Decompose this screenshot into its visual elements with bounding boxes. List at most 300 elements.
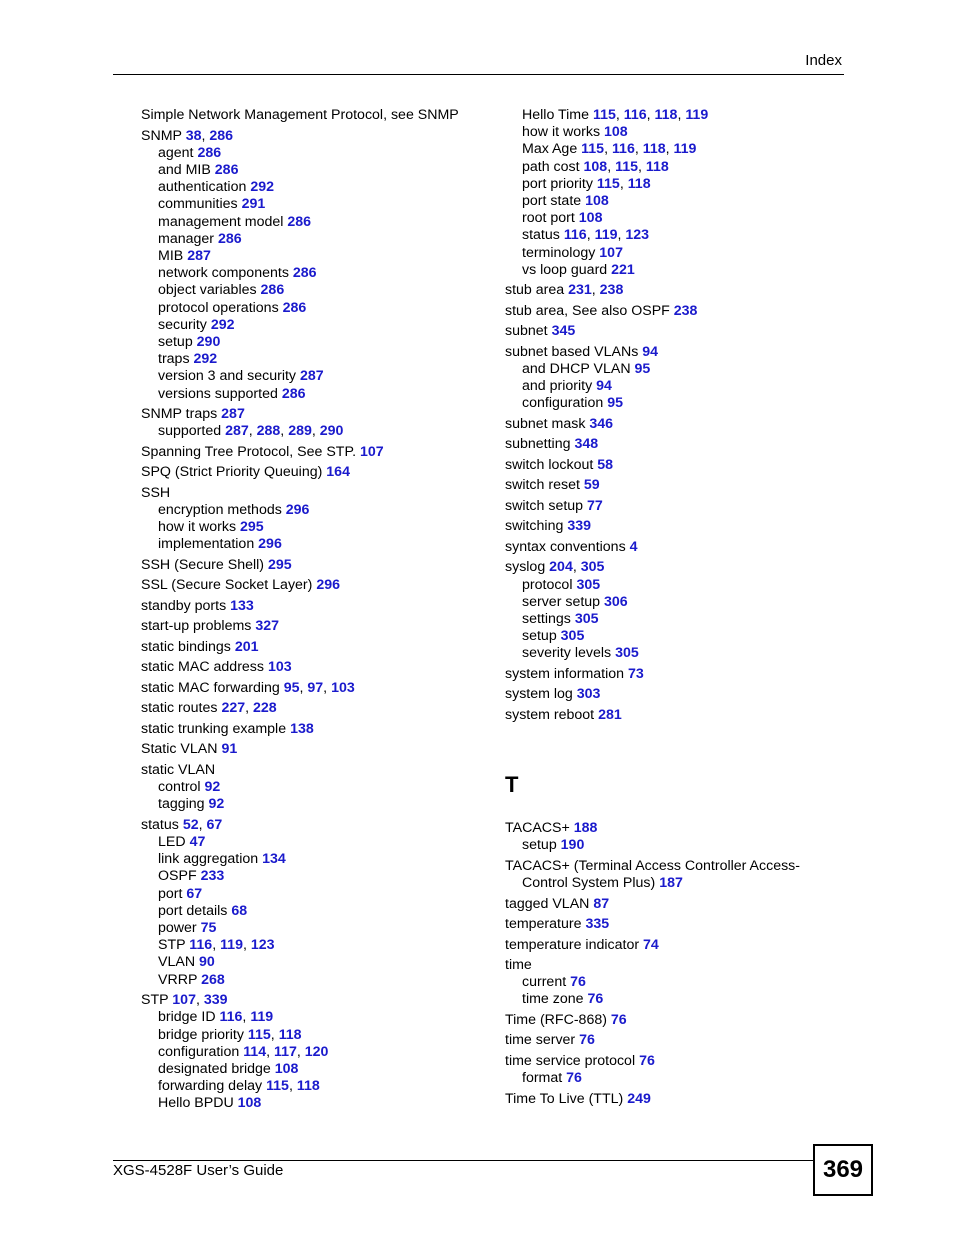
index-term: vs loop guard (522, 261, 608, 278)
index-term: port details (158, 902, 228, 919)
page-link[interactable]: 94 (642, 343, 659, 360)
index-term: Static VLAN (141, 741, 218, 758)
page-link[interactable]: 228 (253, 700, 277, 717)
page-link[interactable]: 108 (578, 210, 603, 227)
page-link[interactable]: 58 (597, 456, 614, 473)
index-subentry (141, 282, 491, 299)
index-term: static trunking example (141, 720, 287, 737)
index-term: terminology (522, 244, 596, 261)
index-entry-line (141, 762, 491, 779)
index-term: port (158, 885, 183, 902)
index-entry-line (505, 1053, 825, 1070)
page-link[interactable]: 73 (628, 665, 644, 682)
page-link[interactable]: 119 (220, 937, 243, 954)
index-term: setup (522, 837, 557, 854)
page-link[interactable]: 119 (673, 141, 697, 158)
index-subentry (141, 162, 491, 179)
index-entry (505, 858, 825, 892)
page-link[interactable]: 290 (319, 423, 344, 440)
index-entry-line: static routes 227, 228 (141, 700, 277, 717)
page-link[interactable]: 227 (221, 700, 246, 717)
index-term: switching (505, 518, 564, 535)
page-link[interactable]: 68 (231, 902, 248, 919)
page-link[interactable]: 118 (654, 107, 678, 123)
index-subentry (141, 214, 491, 231)
page-link[interactable]: 138 (290, 720, 314, 737)
index-subentry (505, 577, 825, 594)
page-link[interactable]: 291 (241, 196, 266, 213)
index-term: time (505, 957, 532, 974)
page-link[interactable]: 295 (240, 519, 264, 536)
index-entry-line (141, 639, 491, 656)
index-entry (505, 457, 825, 474)
index-term: Max Age (522, 141, 578, 158)
page-link[interactable]: 290 (196, 333, 221, 350)
index-entry-line: status 52, 67 (141, 816, 223, 833)
index-subentry: configuration 114, 117, 120 (158, 1043, 329, 1060)
page-link[interactable]: 108 (583, 158, 608, 175)
index-entry (141, 557, 491, 574)
page-link[interactable]: 292 (193, 351, 218, 368)
index-subentry (505, 245, 825, 262)
index-subentry (141, 519, 491, 536)
page-link[interactable]: 305 (576, 576, 601, 593)
index-subentry (141, 145, 491, 162)
page-link[interactable]: 90 (199, 954, 215, 971)
index-term: server setup (522, 593, 601, 610)
page-link[interactable]: 116 (611, 141, 635, 158)
index-term: time server (505, 1032, 576, 1049)
index-term: MIB (158, 247, 184, 264)
index-entry-line (141, 107, 491, 124)
page-link[interactable]: 287 (221, 406, 245, 423)
index-term: temperature indicator (505, 936, 640, 953)
index-subentry (505, 1070, 825, 1087)
page-link[interactable]: 97 (307, 679, 324, 696)
index-term: standby ports (141, 597, 227, 614)
page-link[interactable]: 108 (585, 193, 609, 210)
page-link[interactable]: 134 (262, 851, 286, 868)
index-subentry (141, 502, 491, 519)
index-term: implementation (158, 536, 255, 553)
page-link[interactable]: 190 (560, 837, 585, 854)
page-number-box (813, 1144, 873, 1196)
index-term: how it works (158, 519, 237, 536)
index-term: bridge ID (158, 1009, 216, 1026)
page-link[interactable]: 292 (210, 316, 235, 333)
index-entry-line (505, 937, 825, 954)
index-entry-line (505, 686, 825, 703)
index-subentry (141, 317, 491, 334)
page-link[interactable]: 335 (585, 916, 610, 933)
page-link[interactable]: 306 (604, 593, 628, 610)
index-entry-line (505, 344, 825, 361)
footer-rule (113, 1160, 815, 1161)
page-link[interactable]: 94 (596, 378, 612, 395)
page-link[interactable]: 133 (230, 597, 254, 614)
page-link[interactable]: 114 (243, 1043, 267, 1060)
page-link[interactable]: 76 (579, 1032, 595, 1049)
index-term: time service protocol (505, 1052, 636, 1069)
index-subentry (141, 248, 491, 265)
index-column-left (141, 107, 491, 1113)
page-link[interactable]: 87 (593, 895, 610, 912)
index-entry (141, 406, 491, 440)
page-link[interactable]: 115 (615, 158, 638, 175)
index-term: protocol (522, 576, 573, 593)
index-term: VLAN (158, 954, 196, 971)
index-term: LED (158, 833, 186, 850)
index-term: network components (158, 265, 289, 282)
index-entry-line (505, 957, 825, 974)
page-link[interactable]: 59 (583, 477, 600, 494)
index-term: static MAC address (141, 659, 264, 676)
page-link[interactable]: 286 (197, 144, 222, 161)
page-link[interactable]: 38 (185, 127, 202, 144)
page-link[interactable]: 295 (267, 556, 292, 573)
index-subentry: bridge priority 115, 118 (158, 1026, 302, 1043)
page-link[interactable]: 164 (326, 464, 350, 481)
page-link[interactable]: 107 (172, 992, 196, 1009)
page-link[interactable]: 346 (589, 415, 614, 432)
index-entry (505, 937, 825, 954)
index-term: subnet based VLANs (505, 343, 639, 360)
page-link[interactable]: 4 (629, 538, 638, 555)
index-term: system reboot (505, 706, 595, 723)
index-entry-line (141, 557, 491, 574)
index-entry-line (505, 896, 825, 913)
index-subentry (505, 193, 825, 210)
header-rule (113, 74, 844, 75)
index-subentry: Max Age 115, 116, 118, 119 (522, 141, 697, 158)
index-entry-line (505, 477, 825, 494)
index-entry (505, 1012, 825, 1029)
page-link[interactable]: 286 (292, 265, 317, 282)
index-entry (141, 639, 491, 656)
page-link[interactable]: 286 (282, 299, 307, 316)
page-link[interactable]: 67 (186, 885, 203, 902)
index-entry-line (141, 464, 491, 481)
index-entry (141, 762, 491, 814)
index-subentry (141, 334, 491, 351)
page-link[interactable]: 103 (331, 679, 355, 696)
page-link[interactable]: 76 (566, 1070, 582, 1087)
page-link[interactable]: 348 (574, 436, 599, 453)
page-link[interactable]: 119 (594, 227, 618, 244)
page-link[interactable]: 108 (604, 124, 628, 141)
page-link[interactable]: 91 (221, 741, 238, 758)
index-term: Hello Time (522, 107, 590, 123)
index-term: subnet mask (505, 415, 586, 432)
page-link[interactable]: 327 (255, 618, 280, 635)
index-subentry: bridge ID 116, 119 (158, 1009, 274, 1026)
index-entry-line (141, 721, 491, 738)
index-section (505, 774, 825, 796)
index-term: switch setup (505, 497, 584, 514)
page-link[interactable]: 305 (580, 559, 605, 576)
page-link[interactable]: 116 (563, 227, 587, 244)
section-letter: T (505, 772, 519, 798)
page-link[interactable]: 303 (576, 686, 601, 703)
page-link[interactable]: 204 (549, 559, 573, 576)
index-entry (505, 1091, 825, 1108)
index-term: status (522, 227, 560, 244)
index-subentry (141, 972, 491, 989)
index-term: current (522, 974, 567, 991)
index-term: SSH (Secure Shell) (141, 556, 265, 573)
index-entry-line (505, 820, 825, 837)
page-link[interactable]: 305 (615, 645, 639, 662)
index-subentry (141, 265, 491, 282)
index-term: bridge priority (158, 1026, 244, 1043)
index-entry-line (505, 1091, 825, 1108)
index-subentry (141, 196, 491, 213)
page-link[interactable]: 287 (187, 247, 211, 264)
index-term: Time (RFC-868) (505, 1011, 607, 1028)
index-entry-line: SNMP 38, 286 (141, 127, 234, 144)
index-entry-line (141, 618, 491, 635)
index-subentry (141, 920, 491, 937)
index-entry (141, 680, 491, 697)
index-entry-line (505, 666, 825, 683)
page-link[interactable]: 52 (182, 816, 199, 833)
index-term: static MAC forwarding (141, 679, 280, 696)
page-link[interactable]: 296 (285, 501, 310, 518)
page-link[interactable]: 286 (217, 230, 242, 247)
page-link[interactable]: 120 (304, 1043, 329, 1060)
page-link[interactable]: 92 (204, 779, 221, 796)
page-link[interactable]: 305 (574, 611, 599, 628)
page-link[interactable]: 116 (189, 937, 213, 954)
index-term: Hello BPDU (158, 1095, 234, 1112)
index-term: severity levels (522, 645, 612, 662)
page-link[interactable]: 286 (281, 385, 306, 402)
index-entry (141, 128, 491, 403)
page-link[interactable]: 76 (570, 974, 586, 991)
index-entry-line (505, 436, 825, 453)
page-link[interactable]: 47 (189, 833, 206, 850)
page-link[interactable]: 118 (645, 158, 669, 175)
page-link[interactable]: 75 (200, 919, 217, 936)
index-term: switch lockout (505, 456, 594, 473)
index-entry-line (505, 457, 825, 474)
index-term: SSH (141, 484, 171, 501)
index-subentry (141, 886, 491, 903)
page-link[interactable]: 123 (625, 227, 650, 244)
page-link[interactable]: 305 (560, 628, 585, 645)
page-link[interactable]: 118 (627, 175, 651, 192)
page-link[interactable]: 287 (225, 423, 249, 440)
page-link[interactable]: 115 (266, 1078, 289, 1095)
page-link[interactable]: 281 (598, 706, 622, 723)
page-link[interactable]: 118 (278, 1026, 302, 1043)
index-subentry (141, 851, 491, 868)
page-link[interactable]: 95 (283, 679, 300, 696)
index-subentry (505, 378, 825, 395)
index-term: static bindings (141, 638, 231, 655)
index-term: syslog (505, 559, 546, 576)
index-subentry (141, 903, 491, 920)
index-subentry (505, 594, 825, 611)
page-link[interactable]: 108 (237, 1095, 262, 1112)
page-link[interactable]: 115 (247, 1026, 271, 1043)
index-entry-line (141, 659, 491, 676)
page-link[interactable]: 76 (639, 1052, 655, 1069)
index-subentry (141, 179, 491, 196)
index-entry-line: static MAC forwarding 95, 97, 103 (141, 679, 355, 696)
page-link[interactable]: 115 (581, 141, 605, 158)
index-entry (505, 707, 825, 724)
page-link[interactable]: 123 (250, 937, 275, 954)
page-link[interactable]: 74 (643, 936, 659, 953)
page-link[interactable]: 92 (208, 796, 225, 813)
index-entry (141, 618, 491, 635)
page-link[interactable]: 76 (587, 991, 604, 1008)
page-link[interactable]: 115 (592, 107, 616, 123)
index-term: status (141, 816, 179, 833)
index-entry-line: STP 107, 339 (141, 992, 228, 1009)
index-term: static VLAN (141, 761, 216, 778)
index-subentry (505, 628, 825, 645)
index-entry-line (505, 303, 825, 320)
index-entry (505, 666, 825, 683)
page-link[interactable]: 288 (256, 423, 281, 440)
index-entry (505, 344, 825, 413)
index-entry (141, 577, 491, 594)
index-subentry: supported 287, 288, 289, 290 (158, 423, 344, 440)
page-link[interactable]: 118 (642, 141, 666, 158)
page-link[interactable]: 116 (219, 1009, 243, 1026)
page-link[interactable]: 286 (209, 127, 234, 144)
page-link[interactable]: 249 (627, 1090, 651, 1107)
index-entry (505, 477, 825, 494)
page-link[interactable]: 296 (258, 536, 282, 553)
index-entry-line (505, 518, 825, 535)
page-link[interactable]: 286 (287, 213, 312, 230)
page-link[interactable]: 107 (360, 443, 384, 460)
page-link[interactable]: 221 (611, 261, 635, 278)
index-subentry (141, 1095, 491, 1112)
page-link[interactable]: 118 (296, 1078, 320, 1095)
page-link[interactable]: 289 (288, 423, 312, 440)
page-link[interactable]: 268 (201, 971, 225, 988)
index-subentry: port priority 115, 118 (522, 175, 651, 192)
index-term: SSL (Secure Socket Layer) (141, 577, 313, 594)
index-term: version 3 and security (158, 368, 297, 385)
running-header-title: Index (805, 52, 842, 69)
index-entry (141, 444, 491, 461)
index-entry-line (141, 598, 491, 615)
index-term: traps (158, 351, 190, 368)
index-entry (505, 686, 825, 703)
page-link[interactable]: 95 (634, 361, 651, 378)
index-subentry (505, 124, 825, 141)
index-term: SNMP traps (141, 406, 218, 423)
index-term: SNMP (141, 127, 182, 144)
page-link[interactable]: 117 (273, 1043, 297, 1060)
page-link[interactable]: 345 (551, 323, 576, 340)
index-term: and DHCP VLAN (522, 361, 631, 378)
index-term: OSPF (158, 868, 197, 885)
index-subentry (505, 210, 825, 227)
page-link[interactable]: 238 (673, 302, 698, 319)
index-term: syntax conventions (505, 538, 626, 555)
page-link[interactable]: 119 (685, 107, 709, 123)
index-entry (505, 1032, 825, 1049)
index-term: and priority (522, 378, 593, 395)
index-entry (505, 957, 825, 1009)
index-term: static routes (141, 700, 218, 717)
index-term-continued (505, 875, 825, 892)
index-term: stub area (505, 282, 565, 299)
index-entry (505, 916, 825, 933)
index-subentry: forwarding delay 115, 118 (158, 1078, 320, 1095)
page-link[interactable]: 286 (260, 282, 285, 299)
page-link[interactable]: 119 (250, 1009, 274, 1026)
index-term: port priority (522, 175, 593, 192)
index-term: temperature (505, 916, 582, 933)
page-link[interactable]: 76 (610, 1011, 627, 1028)
page-link[interactable]: 115 (596, 175, 620, 192)
page-link[interactable]: 116 (623, 107, 647, 123)
page-link[interactable]: 187 (659, 875, 683, 892)
page-link[interactable]: 67 (206, 816, 223, 833)
page-link[interactable]: 231 (568, 282, 592, 299)
index-term: tagging (158, 796, 205, 813)
index-term: control (158, 779, 201, 796)
index-entry (505, 539, 825, 556)
index-entry-line: stub area 231, 238 (505, 282, 624, 299)
index-subentry (141, 536, 491, 553)
page-link[interactable]: 95 (607, 395, 623, 412)
page-link[interactable]: 233 (200, 868, 225, 885)
index-subentry (505, 395, 825, 412)
index-term: SPQ (Strict Priority Queuing) (141, 464, 323, 481)
index-entry (505, 323, 825, 340)
index-entry-line: syslog 204, 305 (505, 559, 605, 576)
index-term: system information (505, 665, 625, 682)
page-link[interactable]: 339 (567, 518, 591, 535)
page-link[interactable]: 339 (203, 992, 228, 1009)
page-link[interactable]: 286 (214, 161, 239, 178)
index-term: power (158, 919, 197, 936)
page-link[interactable]: 292 (250, 179, 274, 196)
page-link[interactable]: 296 (316, 577, 341, 594)
page-link[interactable]: 287 (299, 368, 324, 385)
index-entry-line (505, 416, 825, 433)
index-term: manager (158, 230, 214, 247)
index-entry (505, 896, 825, 913)
page-link[interactable]: 103 (267, 659, 292, 676)
index-entry (505, 498, 825, 515)
index-term: configuration (522, 395, 604, 412)
index-term: STP (141, 992, 169, 1009)
index-entry (505, 1053, 825, 1087)
page-link[interactable]: 201 (234, 638, 259, 655)
index-entry (505, 303, 825, 320)
index-term: setup (522, 628, 557, 645)
index-term: subnetting (505, 436, 571, 453)
page-link[interactable]: 108 (274, 1060, 299, 1077)
index-entry (141, 659, 491, 676)
page-link[interactable]: 188 (573, 820, 598, 837)
index-entry (141, 721, 491, 738)
page-link[interactable]: 107 (599, 244, 623, 261)
page-link[interactable]: 77 (587, 497, 603, 514)
index-term: agent (158, 144, 194, 161)
index-term: STP (158, 937, 186, 954)
page-link[interactable]: 238 (599, 282, 624, 299)
